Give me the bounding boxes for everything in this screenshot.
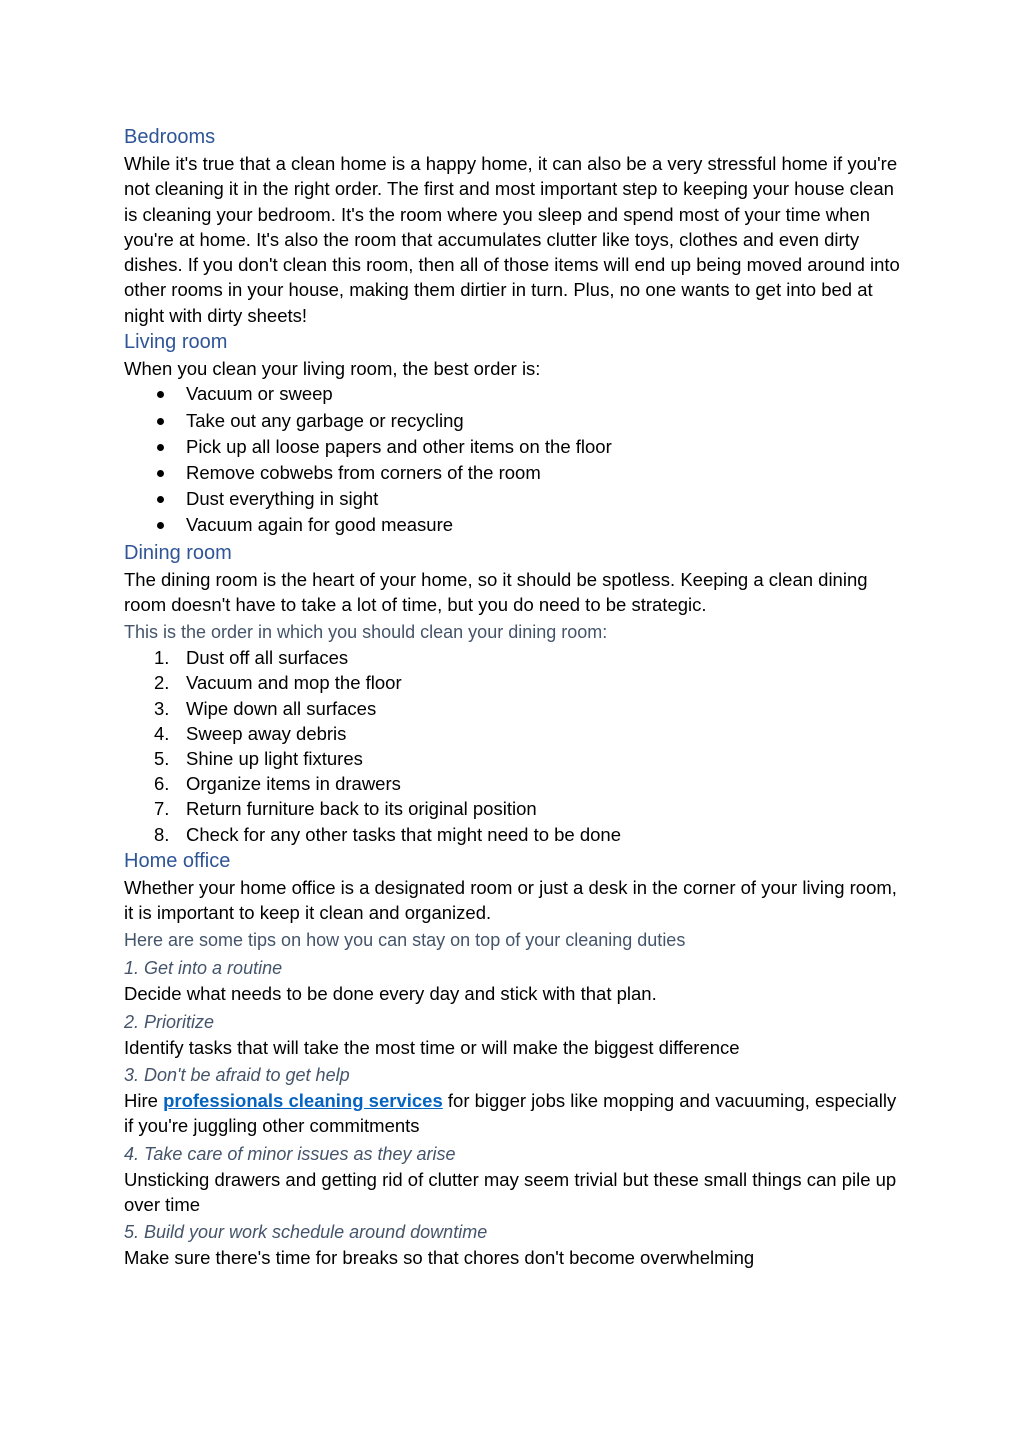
bullet-icon	[157, 444, 164, 451]
document-content	[124, 123, 904, 1270]
list-item-text: Vacuum again for good measure	[186, 514, 454, 536]
tip-title: 3. Don't be afraid to get help	[124, 1065, 350, 1085]
list-number: 5.	[154, 748, 170, 769]
list-item	[124, 822, 904, 847]
heading-home-office: Home office	[124, 849, 231, 872]
tip-text	[124, 1088, 904, 1139]
list-item-text: Sweep away debris	[186, 722, 347, 744]
home-office-subheading: Here are some tips on how you can stay on top of your cleaning duties	[124, 930, 686, 951]
list-number: 7.	[154, 798, 170, 820]
tip-text-before: Hire	[124, 1090, 164, 1111]
tip-title: 5. Build your work schedule around downtime	[124, 1222, 488, 1243]
list-item	[124, 670, 904, 695]
dining-room-subheading: This is the order in which you should clean your dining room:	[124, 622, 608, 643]
dining-room-paragraph: The dining room is the heart of your home, so it should be spotless. Keeping a clean dining room doesn't have to take a lot of time, but you do need to be strategic.	[124, 568, 868, 615]
list-item	[124, 746, 904, 771]
bullet-icon	[157, 496, 164, 503]
list-item	[124, 460, 904, 486]
list-item-text: Remove cobwebs from corners of the room	[186, 461, 541, 483]
list-item-text: Shine up light fixtures	[186, 748, 363, 769]
tip-text: Unsticking drawers and getting rid of clutter may seem trivial but these small things can pile up over time	[124, 1168, 897, 1215]
tip-text: Identify tasks that will take the most time or will make the biggest difference	[124, 1036, 740, 1058]
list-item-text: Vacuum or sweep	[186, 383, 333, 405]
bedrooms-paragraph: While it's true that a clean home is a happy home, it can also be a very stressful home if you're not cleaning it in the right order. The first and most important step to keeping your house clean is cleaning your bedroom. It's the room where you sleep and spend most of your time when you're at home. It's also the room that accumulates clutter like toys, clothes and even dirty dishes. If you don't clean this room, then all of those items will end up being moved around into other rooms in your house, making them dirtier in turn. Plus, no one wants to get into bed at night with dirty sheets!	[124, 153, 900, 326]
list-item-text: Organize items in drawers	[186, 773, 401, 795]
bullet-icon	[157, 522, 164, 529]
list-item-text: Take out any garbage or recycling	[186, 409, 464, 431]
list-item	[124, 381, 904, 407]
list-number: 3.	[154, 697, 170, 719]
professional-cleaning-link[interactable]: professionals cleaning services	[163, 1090, 443, 1111]
list-item	[124, 721, 904, 746]
tip-title: 2. Prioritize	[124, 1011, 215, 1032]
list-item-text: Dust everything in sight	[186, 488, 379, 510]
bullet-icon	[157, 391, 164, 398]
heading-bedrooms: Bedrooms	[124, 126, 216, 148]
tip-title: 1. Get into a routine	[124, 958, 283, 979]
list-item	[124, 486, 904, 512]
bullet-icon	[157, 470, 164, 477]
list-item	[124, 434, 904, 460]
living-room-intro: When you clean your living room, the best order is:	[124, 358, 541, 380]
bullet-icon	[157, 418, 164, 425]
list-item	[124, 645, 904, 670]
list-number: 2.	[154, 672, 170, 694]
living-room-list	[124, 381, 904, 538]
list-item	[124, 512, 904, 538]
list-number: 6.	[154, 773, 170, 795]
list-item	[124, 408, 904, 434]
list-item-text: Check for any other tasks that might need to be done	[186, 823, 622, 845]
list-item	[124, 796, 904, 821]
heading-dining-room: Dining room	[124, 541, 232, 564]
list-item-text: Wipe down all surfaces	[186, 697, 377, 719]
home-office-paragraph: Whether your home office is a designated room or just a desk in the corner of your living room, it is important to keep it clean and organized.	[124, 876, 897, 924]
dining-room-steps	[124, 645, 904, 847]
list-item	[124, 771, 904, 796]
list-number: 8.	[154, 823, 170, 845]
tip-title: 4. Take care of minor issues as they arise	[124, 1143, 456, 1164]
heading-living-room: Living room	[124, 331, 228, 354]
list-item	[124, 696, 904, 721]
list-item-text: Return furniture back to its original position	[186, 798, 537, 820]
list-number: 4.	[154, 722, 170, 744]
tip-text-after: for bigger jobs like mopping and vacuuming, especially if you're juggling other commitments	[124, 1090, 897, 1137]
list-number: 1.	[154, 647, 170, 669]
list-item-text: Dust off all surfaces	[186, 647, 349, 669]
list-item-text: Pick up all loose papers and other items on the floor	[186, 435, 612, 457]
list-item-text: Vacuum and mop the floor	[186, 672, 402, 694]
tip-text: Make sure there's time for breaks so that chores don't become overwhelming	[124, 1247, 755, 1269]
tip-text: Decide what needs to be done every day and stick with that plan.	[124, 983, 657, 1005]
